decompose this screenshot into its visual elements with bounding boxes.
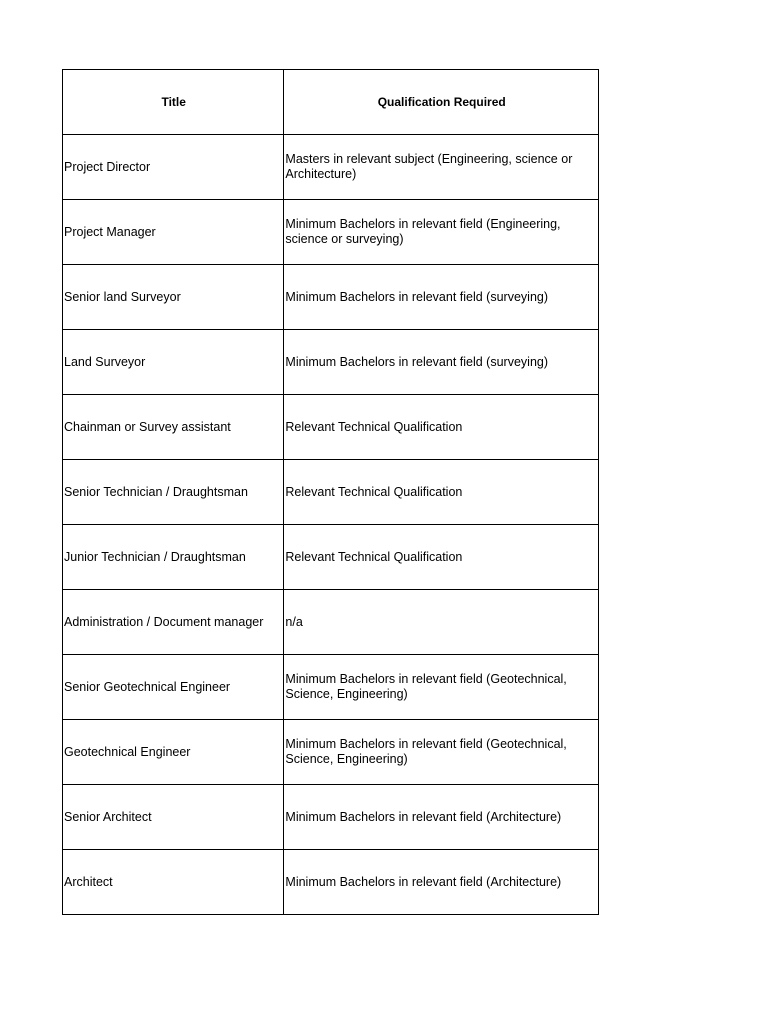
cell-title: Architect <box>63 850 284 915</box>
cell-qualification: n/a <box>284 590 599 655</box>
header-title: Title <box>63 70 284 135</box>
table-row <box>63 850 599 915</box>
cell-title: Geotechnical Engineer <box>63 720 284 785</box>
cell-qualification: Minimum Bachelors in relevant field (Geotechnical, Science, Engineering) <box>284 720 599 785</box>
cell-title: Land Surveyor <box>63 330 284 395</box>
table-row <box>63 525 599 590</box>
cell-title: Chainman or Survey assistant <box>63 395 284 460</box>
cell-qualification: Minimum Bachelors in relevant field (Architecture) <box>284 850 599 915</box>
table-row <box>63 395 599 460</box>
cell-title: Senior Architect <box>63 785 284 850</box>
table-row <box>63 785 599 850</box>
cell-title: Senior Technician / Draughtsman <box>63 460 284 525</box>
cell-qualification: Relevant Technical Qualification <box>284 395 599 460</box>
cell-qualification: Minimum Bachelors in relevant field (Architecture) <box>284 785 599 850</box>
table-header-row <box>63 70 599 135</box>
header-qualification: Qualification Required <box>284 70 599 135</box>
cell-qualification: Minimum Bachelors in relevant field (surveying) <box>284 330 599 395</box>
cell-title: Project Director <box>63 135 284 200</box>
cell-title: Project Manager <box>63 200 284 265</box>
qualifications-table <box>62 69 599 915</box>
cell-qualification: Minimum Bachelors in relevant field (surveying) <box>284 265 599 330</box>
cell-qualification: Relevant Technical Qualification <box>284 525 599 590</box>
table-row <box>63 590 599 655</box>
cell-title: Administration / Document manager <box>63 590 284 655</box>
cell-qualification: Relevant Technical Qualification <box>284 460 599 525</box>
table-row <box>63 330 599 395</box>
table-row <box>63 720 599 785</box>
cell-qualification: Minimum Bachelors in relevant field (Engineering, science or surveying) <box>284 200 599 265</box>
cell-title: Senior Geotechnical Engineer <box>63 655 284 720</box>
cell-title: Junior Technician / Draughtsman <box>63 525 284 590</box>
cell-qualification: Minimum Bachelors in relevant field (Geotechnical, Science, Engineering) <box>284 655 599 720</box>
table-row <box>63 135 599 200</box>
table-row <box>63 460 599 525</box>
cell-title: Senior land Surveyor <box>63 265 284 330</box>
table-row <box>63 265 599 330</box>
table-row <box>63 655 599 720</box>
cell-qualification: Masters in relevant subject (Engineering, science or Architecture) <box>284 135 599 200</box>
table-row <box>63 200 599 265</box>
